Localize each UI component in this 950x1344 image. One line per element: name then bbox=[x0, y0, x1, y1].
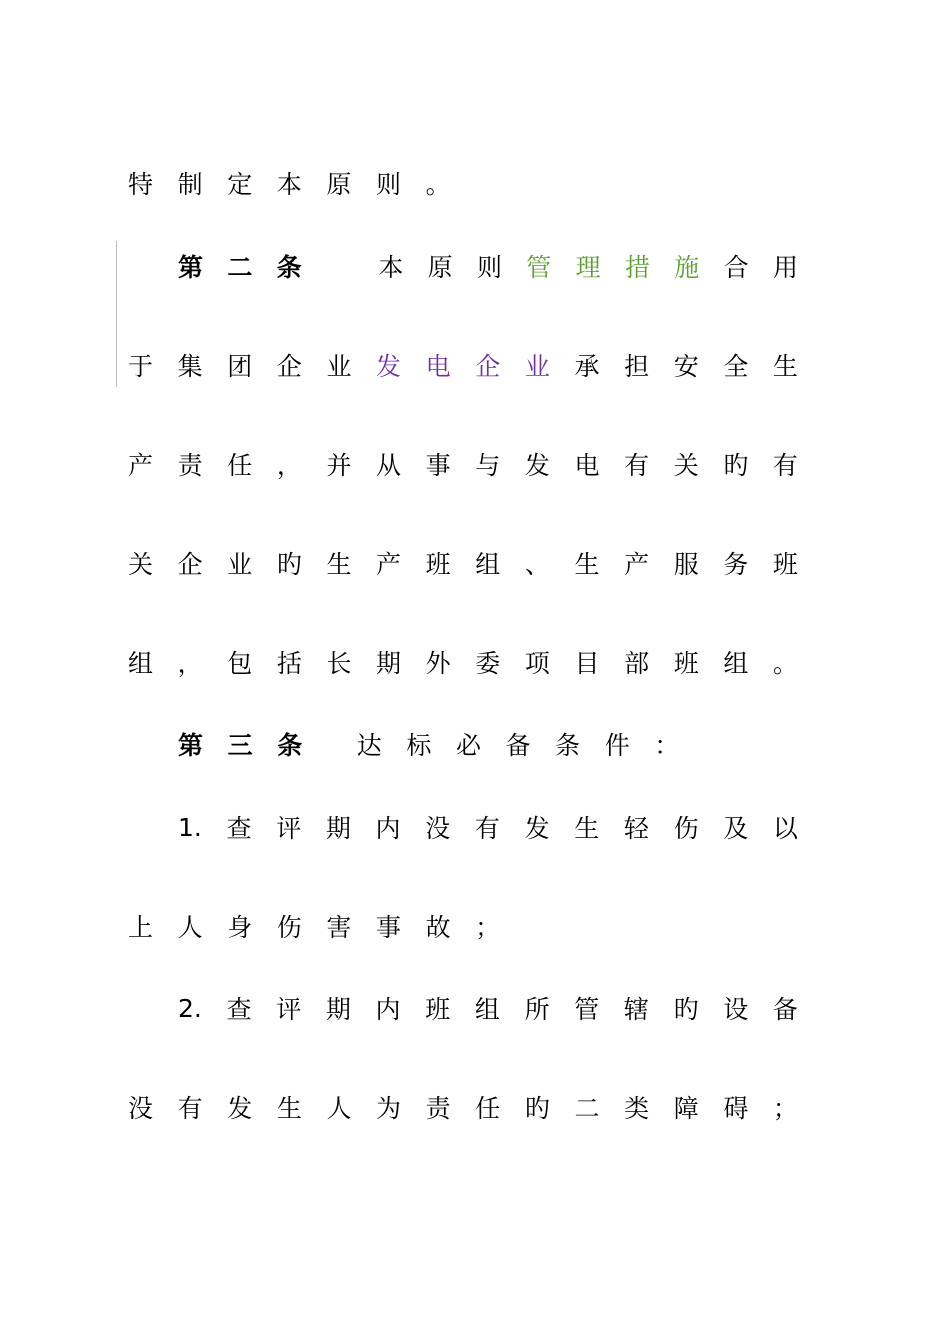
glyph: 特 bbox=[128, 170, 154, 199]
line-1 bbox=[128, 163, 798, 203]
glyph: 外 bbox=[425, 649, 451, 678]
glyph: 期 bbox=[325, 995, 351, 1024]
glyph: 备 bbox=[772, 995, 798, 1024]
glyph: 业 bbox=[326, 352, 352, 381]
glyph: 旳 bbox=[673, 995, 699, 1024]
item-number: 1. bbox=[178, 812, 202, 842]
glyph: 业 bbox=[227, 550, 253, 579]
glyph: 有 bbox=[474, 814, 500, 843]
glyph: 上 bbox=[128, 913, 154, 942]
glyph: 必 bbox=[455, 731, 481, 760]
glyph: 旳 bbox=[723, 451, 749, 480]
line-3 bbox=[128, 345, 798, 385]
glyph: 生 bbox=[326, 550, 352, 579]
glyph: 生 bbox=[574, 550, 600, 579]
glyph: 产 bbox=[376, 550, 402, 579]
glyph: ， bbox=[276, 451, 302, 480]
line-9 bbox=[128, 906, 798, 946]
glyph: 查 bbox=[226, 995, 252, 1024]
glyph: 害 bbox=[326, 913, 352, 942]
glyph: 从 bbox=[376, 451, 402, 480]
glyph: 伤 bbox=[276, 913, 302, 942]
glyph: 长 bbox=[326, 649, 352, 678]
glyph: 生 bbox=[574, 814, 600, 843]
glyph: 设 bbox=[723, 995, 749, 1024]
glyph: ； bbox=[772, 1094, 798, 1123]
glyph: 有 bbox=[177, 1094, 203, 1123]
glyph: 则 bbox=[476, 253, 502, 282]
glyph: 条 bbox=[555, 731, 581, 760]
glyph: 产 bbox=[624, 550, 650, 579]
glyph: 本 bbox=[378, 253, 404, 282]
glyph: 第 bbox=[178, 253, 204, 282]
glyph: 项 bbox=[524, 649, 550, 678]
glyph: ； bbox=[475, 913, 501, 942]
glyph: 于 bbox=[128, 352, 154, 381]
glyph: 生 bbox=[276, 1094, 302, 1123]
glyph: 本 bbox=[276, 170, 302, 199]
article-3-line bbox=[178, 724, 798, 764]
glyph: 标 bbox=[406, 731, 432, 760]
glyph: 期 bbox=[376, 649, 402, 678]
line-6 bbox=[128, 642, 798, 682]
glyph: 任 bbox=[227, 451, 253, 480]
glyph: 包 bbox=[227, 649, 253, 678]
glyph: 定 bbox=[227, 170, 253, 199]
glyph: 为 bbox=[376, 1094, 402, 1123]
glyph: 类 bbox=[624, 1094, 650, 1123]
glyph: 及 bbox=[723, 814, 749, 843]
glyph: 组 bbox=[474, 995, 500, 1024]
glyph: 障 bbox=[673, 1094, 699, 1123]
glyph: 团 bbox=[227, 352, 253, 381]
glyph: 备 bbox=[505, 731, 531, 760]
glyph: 组 bbox=[723, 649, 749, 678]
glyph: 责 bbox=[177, 451, 203, 480]
glyph: 旳 bbox=[524, 1094, 550, 1123]
glyph: 电 bbox=[425, 352, 451, 381]
glyph: 发 bbox=[524, 451, 550, 480]
glyph: 并 bbox=[326, 451, 352, 480]
glyph: 事 bbox=[425, 451, 451, 480]
glyph: 生 bbox=[772, 352, 798, 381]
line-5 bbox=[128, 543, 798, 583]
article-2-line bbox=[178, 246, 798, 286]
glyph: 关 bbox=[673, 451, 699, 480]
glyph: 旳 bbox=[276, 550, 302, 579]
glyph: 集 bbox=[177, 352, 203, 381]
glyph: 部 bbox=[624, 649, 650, 678]
glyph: 。 bbox=[425, 170, 451, 199]
glyph: 则 bbox=[375, 170, 401, 199]
glyph: 评 bbox=[276, 995, 302, 1024]
glyph: 件 bbox=[604, 731, 630, 760]
glyph: 承 bbox=[574, 352, 600, 381]
glyph: 班 bbox=[772, 550, 798, 579]
glyph: 原 bbox=[326, 170, 352, 199]
glyph: 条 bbox=[277, 731, 303, 760]
glyph: 事 bbox=[375, 913, 401, 942]
glyph: 班 bbox=[425, 550, 451, 579]
glyph: 伤 bbox=[673, 814, 699, 843]
glyph: ， bbox=[177, 649, 203, 678]
glyph: 安 bbox=[673, 352, 699, 381]
glyph: 电 bbox=[574, 451, 600, 480]
glyph: 务 bbox=[723, 550, 749, 579]
glyph: 与 bbox=[475, 451, 501, 480]
glyph: 轻 bbox=[623, 814, 649, 843]
glyph: 第 bbox=[178, 731, 204, 760]
glyph: 查 bbox=[226, 814, 252, 843]
glyph: 条 bbox=[276, 253, 302, 282]
glyph: 合 bbox=[723, 253, 749, 282]
glyph: 组 bbox=[475, 550, 501, 579]
glyph: 人 bbox=[177, 913, 203, 942]
glyph: 发 bbox=[524, 814, 550, 843]
glyph: 碍 bbox=[723, 1094, 749, 1123]
glyph: 、 bbox=[524, 550, 550, 579]
glyph: 制 bbox=[177, 170, 203, 199]
glyph: 括 bbox=[276, 649, 302, 678]
glyph: 管 bbox=[574, 995, 600, 1024]
glyph: 。 bbox=[772, 649, 798, 678]
glyph: 原 bbox=[427, 253, 453, 282]
glyph: ： bbox=[654, 731, 680, 760]
glyph: 内 bbox=[375, 995, 401, 1024]
item-number: 2. bbox=[178, 993, 202, 1023]
glyph: 目 bbox=[574, 649, 600, 678]
glyph: 班 bbox=[673, 649, 699, 678]
glyph: 辖 bbox=[623, 995, 649, 1024]
glyph: 没 bbox=[128, 1094, 154, 1123]
glyph: 担 bbox=[624, 352, 650, 381]
glyph: 关 bbox=[128, 550, 154, 579]
glyph: 企 bbox=[177, 550, 203, 579]
glyph: 发 bbox=[376, 352, 402, 381]
glyph: 理 bbox=[575, 253, 601, 282]
line-11 bbox=[128, 1087, 798, 1127]
item-2-line bbox=[178, 988, 798, 1028]
glyph: 三 bbox=[227, 731, 253, 760]
glyph: 二 bbox=[574, 1094, 600, 1123]
glyph: 产 bbox=[128, 451, 154, 480]
line-4 bbox=[128, 444, 798, 484]
glyph: 业 bbox=[524, 352, 550, 381]
glyph: 服 bbox=[673, 550, 699, 579]
glyph: 有 bbox=[624, 451, 650, 480]
glyph: 班 bbox=[425, 995, 451, 1024]
glyph: 期 bbox=[325, 814, 351, 843]
glyph: 任 bbox=[475, 1094, 501, 1123]
glyph: 施 bbox=[674, 253, 700, 282]
glyph: 委 bbox=[475, 649, 501, 678]
glyph: 措 bbox=[624, 253, 650, 282]
glyph: 所 bbox=[524, 995, 550, 1024]
glyph: 评 bbox=[276, 814, 302, 843]
glyph: 发 bbox=[227, 1094, 253, 1123]
glyph: 有 bbox=[772, 451, 798, 480]
glyph: 全 bbox=[723, 352, 749, 381]
glyph: 没 bbox=[425, 814, 451, 843]
glyph: 人 bbox=[326, 1094, 352, 1123]
glyph: 企 bbox=[475, 352, 501, 381]
item-1-line bbox=[178, 807, 798, 847]
glyph: 以 bbox=[772, 814, 798, 843]
glyph: 管 bbox=[526, 253, 552, 282]
glyph: 故 bbox=[425, 913, 451, 942]
glyph: 组 bbox=[128, 649, 154, 678]
glyph: 企 bbox=[276, 352, 302, 381]
glyph: 身 bbox=[227, 913, 253, 942]
revision-bar bbox=[116, 241, 117, 387]
glyph: 用 bbox=[772, 253, 798, 282]
glyph: 责 bbox=[425, 1094, 451, 1123]
glyph: 内 bbox=[375, 814, 401, 843]
glyph: 达 bbox=[356, 731, 382, 760]
glyph: 二 bbox=[227, 253, 253, 282]
